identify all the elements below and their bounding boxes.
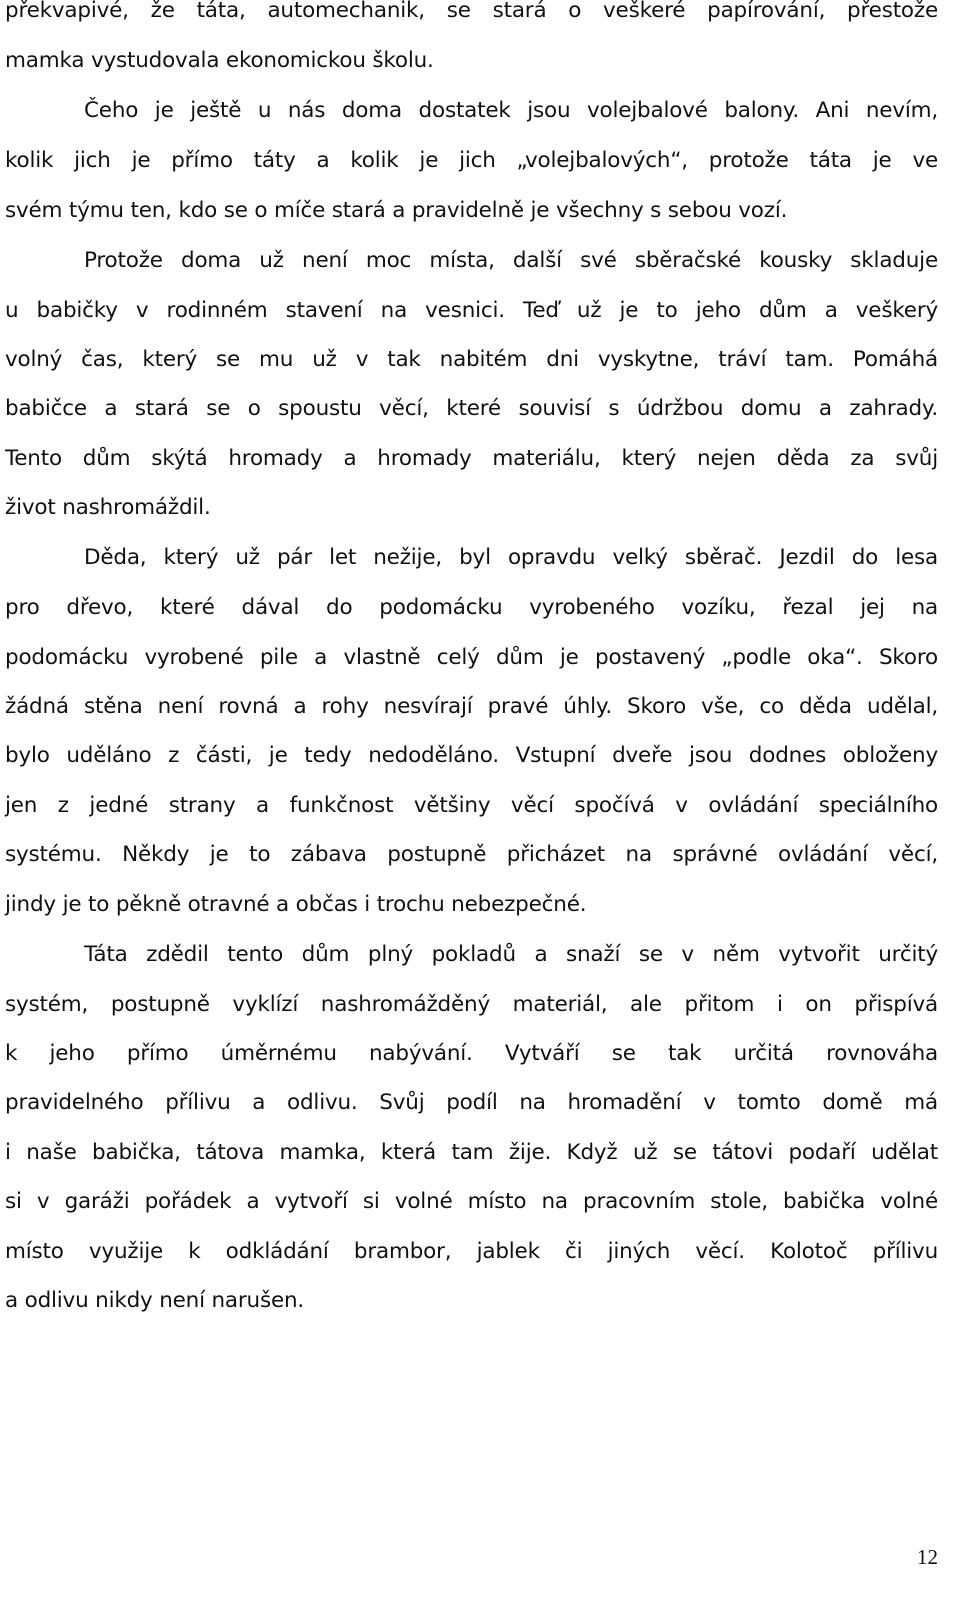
text-line: překvapivé, že táta, automechanik, se stará o veškeré papírování, přestože (5, 0, 938, 23)
text-line: bylo uděláno z části, je tedy nedoděláno. Vstupní dveře jsou dodnes obloženy (5, 743, 938, 768)
text-line: jen z jedné strany a funkčnost většiny věcí spočívá v ovládání speciálního (5, 793, 938, 818)
text-line: žádná stěna není rovná a rohy nesvírají pravé úhly. Skoro vše, co děda udělal, (5, 694, 938, 719)
text-line: u babičky v rodinném stavení na vesnici. Teď už je to jeho dům a veškerý (5, 298, 938, 323)
text-line: Táta zdědil tento dům plný pokladů a snaží se v něm vytvořit určitý (84, 942, 938, 967)
text-line: místo využije k odkládání brambor, jablek či jiných věcí. Kolotoč přílivu (5, 1239, 938, 1264)
text-line: systém, postupně vyklízí nashromážděný materiál, ale přitom i on přispívá (5, 992, 938, 1017)
text-line: Čeho je ještě u nás doma dostatek jsou volejbalové balony. Ani nevím, (84, 98, 938, 123)
text-line: pravidelného přílivu a odlivu. Svůj podíl na hromadění v tomto domě má (5, 1090, 938, 1115)
text-line: Protože doma už není moc místa, další své sběračské kousky skladuje (84, 248, 938, 273)
text-line: mamka vystudovala ekonomickou školu. (5, 48, 434, 73)
text-line: systému. Někdy je to zábava postupně přicházet na správné ovládání věcí, (5, 842, 938, 867)
text-line: podomácku vyrobené pile a vlastně celý dům je postavený „podle oka“. Skoro (5, 645, 938, 670)
text-line: Tento dům skýtá hromady a hromady materiálu, který nejen děda za svůj (5, 446, 938, 471)
text-line: si v garáži pořádek a vytvoří si volné místo na pracovním stole, babička volné (5, 1189, 938, 1214)
text-line: Děda, který už pár let nežije, byl opravdu velký sběrač. Jezdil do lesa (84, 545, 938, 570)
text-line: volný čas, který se mu už v tak nabitém dni vyskytne, tráví tam. Pomáhá (5, 347, 938, 372)
text-line: pro dřevo, které dával do podomácku vyrobeného vozíku, řezal jej na (5, 595, 938, 620)
text-line: a odlivu nikdy není narušen. (5, 1288, 305, 1313)
text-line: i naše babička, tátova mamka, která tam žije. Když už se tátovi podaří udělat (5, 1140, 938, 1165)
text-line: jindy je to pěkně otravné a občas i trochu nebezpečné. (5, 892, 587, 917)
text-line: svém týmu ten, kdo se o míče stará a pravidelně je všechny s sebou vozí. (5, 198, 788, 223)
text-line: babičce a stará se o spoustu věcí, které souvisí s údržbou domu a zahrady. (5, 396, 938, 421)
text-line: k jeho přímo úměrnému nabývání. Vytváří se tak určitá rovnováha (5, 1041, 938, 1066)
text-line: kolik jich je přímo táty a kolik je jich „volejbalových“, protože táta je ve (5, 148, 938, 173)
page-number: 12 (917, 1545, 938, 1569)
text-line: život nashromáždil. (5, 495, 211, 520)
